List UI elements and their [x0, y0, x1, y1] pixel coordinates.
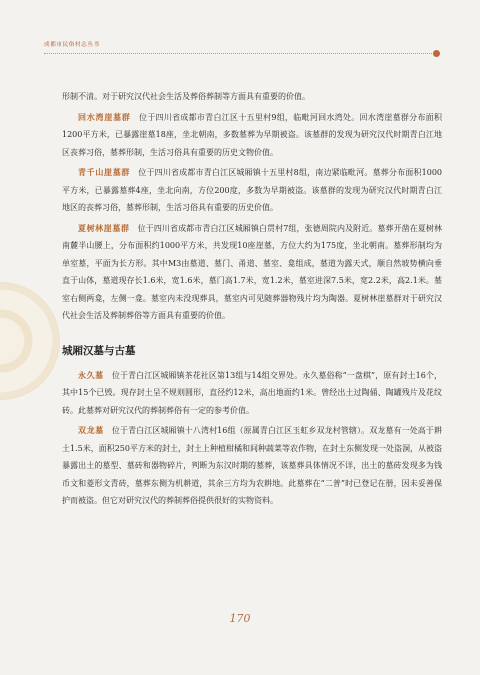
- entry-paragraph: [62, 220, 442, 325]
- intro-paragraph: 形制不清。对于研究汉代社会生活及葬俗葬制等方面具有重要的价值。: [62, 92, 310, 101]
- entry-name: 夏树林崖墓群: [78, 222, 130, 233]
- entry-text: 位于四川省成都市青白江区城厢镇十五里村8组，南边紧临毗河。墓葬分布面积1000平方米，已暴露墓葬4座，坐北向南，方位200度，多数为早期被盗。该墓群的发现为研究汉代时期青白江地区的丧葬习俗，墓葬形制，生活习俗具有重要的历史价值。: [62, 168, 443, 212]
- entry-text: 位于青白江区城厢镇茶花社区第13组与14组交界处。永久墓俗称“一盘棋”，原有封土16个，其中15个已毁。现存封土呈不规则圆形，直径约12米，高出地面约1米。曾经出土过陶俑、陶罐残片及花纹砖。此墓葬对研究汉代的葬制葬俗有一定的参考价值。: [62, 370, 443, 415]
- running-header: 成都市民俗村志丛书: [44, 42, 100, 48]
- section-title: 城厢汉墓与古墓: [62, 344, 136, 357]
- page-number: 170: [229, 612, 251, 625]
- entry-paragraph: [62, 164, 442, 217]
- entry-paragraph: [62, 422, 442, 510]
- entry-name: 青千山崖墓群: [78, 167, 131, 177]
- decorative-medallion: [0, 282, 60, 400]
- entry-text: 位于四川省成都市青白江区十五里村9组，临毗河回水湾处。回水湾崖墓群分布面积1200平方米，已暴露崖墓18座，坐北朝南，多数墓葬为早期被盗。该墓群的发现为研究汉代时期青白江地区丧葬习俗，墓葬形制，生活习俗具有重要的历史文物价值。: [62, 112, 443, 157]
- header-dotted-rule: [44, 53, 436, 54]
- header-rule-dot: [433, 50, 440, 57]
- entry-paragraph: [62, 367, 442, 420]
- entry-name: 双龙墓: [78, 425, 104, 435]
- entry-text: 位于青白江区城厢镇十八湾村16组（原属青白江区玉虹乡双龙村管辖）。双龙墓有一处高于耕土1.5米，面积250平方米的封土，封土上种植柑橘和间种蔬菜等农作物，在封土东侧发现一处盗洞，从被盗暴露出土的墓型、墓砖和器物碎片，判断为东汉时期的墓葬，该墓葬具体情况不详，出土的墓砖发现多为钱币文和菱形文青砖，墓葬东侧为机耕道，其余三方均为农耕地。此墓葬在“二普”时已登记在册，因未妥善保护而被盗。但它对研究汉代的葬制葬俗提供很好的实物资料。: [62, 426, 443, 505]
- entry-paragraph: [62, 109, 442, 162]
- entry-text: 位于四川省成都市青白江区城厢镇白贯村7组，张德周院内及附近。墓葬开凿在夏树林南麓半山腰上，分布面积约1000平方米，共发现10座崖墓，方位大约为175度，坐北朝南。墓葬形制均为单室墓，平面为长方形。其中M3由墓道、墓门、甬道、墓室、龛组成，墓道为露天式，顺自然坡势横向垂直于山体，墓道现存长1.6米，宽1.6米，墓门高1.7米，宽1.2米，墓室进深7.5米，宽2.2米，高2.1米。墓室右侧两龛，左侧一龛。墓室内未没现葬具，墓室内可见随葬器物残片均为陶器。夏树林崖墓群对于研究汉代社会生活及葬制葬俗等方面具有重要的价值。: [62, 223, 443, 320]
- page-body: [62, 88, 442, 510]
- entry-name: 回水湾崖墓群: [78, 111, 131, 122]
- entry-name: 永久墓: [78, 369, 104, 380]
